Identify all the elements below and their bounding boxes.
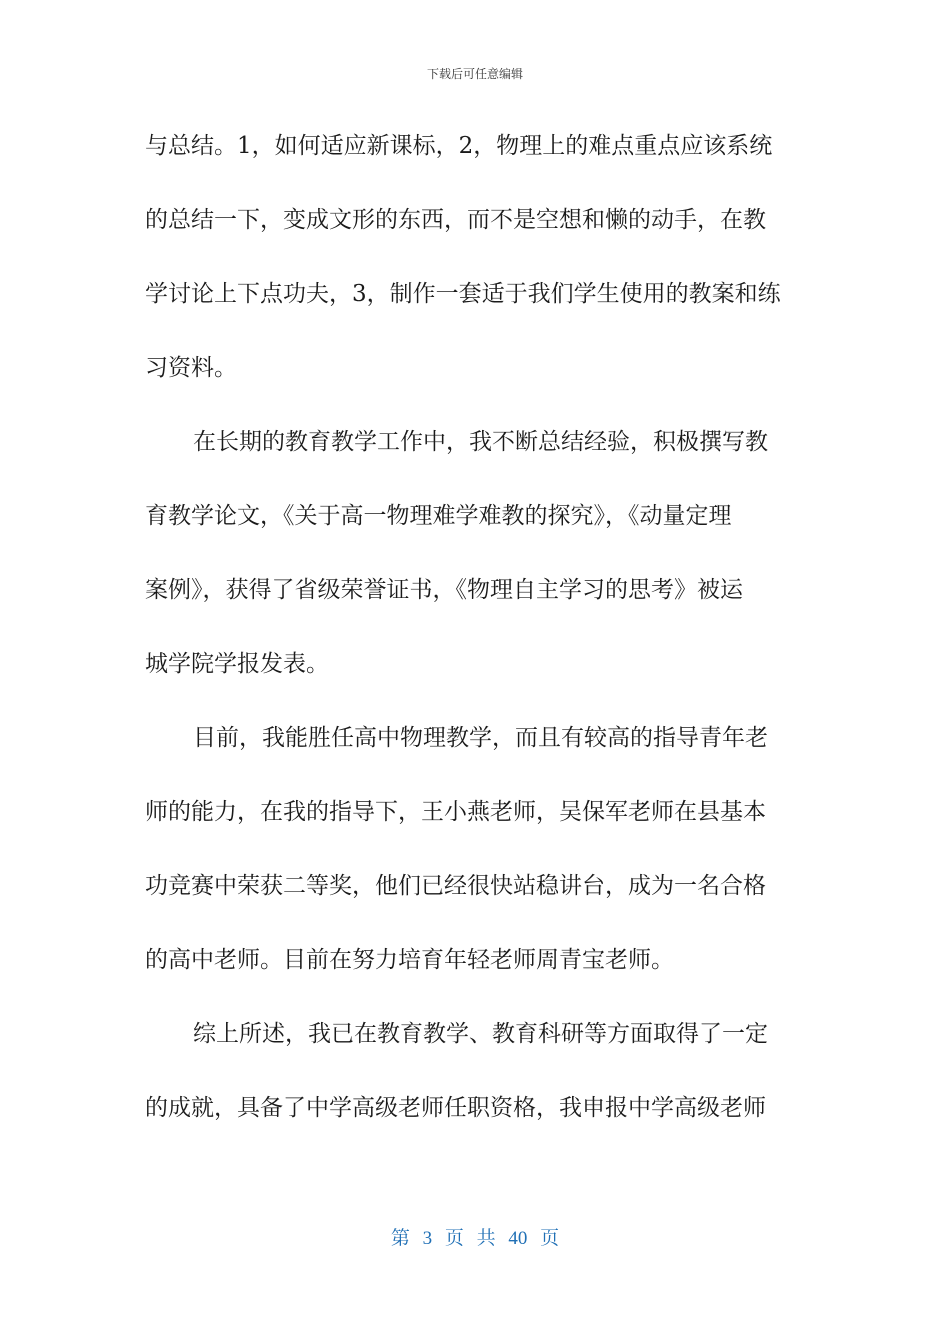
page-number-footer: 第 3 页 共 40 页	[390, 1228, 560, 1249]
paragraph-first-line: 目前，我能胜任高中物理教学，而且有较高的指导青年老	[193, 725, 768, 751]
body-line: 案例》，获得了省级荣誉证书，《物理自主学习的思考》被运	[145, 577, 743, 603]
body-line: 育教学论文，《关于高一物理难学难教的探究》，《动量定理	[145, 503, 732, 529]
body-line: 与总结。1，如何适应新课标，2，物理上的难点重点应该系统	[145, 133, 773, 159]
page-header: 下载后可任意编辑	[426, 67, 523, 81]
body-line: 师的能力，在我的指导下，王小燕老师，吴保军老师在县基本	[145, 799, 766, 825]
body-line: 习资料。	[145, 355, 237, 381]
paragraph-first-line: 在长期的教育教学工作中，我不断总结经验，积极撰写教	[193, 429, 768, 455]
body-line: 城学院学报发表。	[145, 651, 329, 677]
body-line: 功竞赛中荣获二等奖，他们已经很快站稳讲台，成为一名合格	[145, 873, 766, 899]
body-line: 的成就，具备了中学高级老师任职资格，我申报中学高级老师	[145, 1095, 766, 1121]
body-line: 学讨论上下点功夫，3，制作一套适于我们学生使用的教案和练	[145, 281, 781, 307]
paragraph-first-line: 综上所述，我已在教育教学、教育科研等方面取得了一定	[193, 1021, 768, 1047]
body-line: 的高中老师。目前在努力培育年轻老师周青宝老师。	[145, 947, 674, 973]
body-line: 的总结一下，变成文形的东西，而不是空想和懒的动手，在教	[145, 207, 766, 233]
document-body	[145, 124, 810, 1160]
